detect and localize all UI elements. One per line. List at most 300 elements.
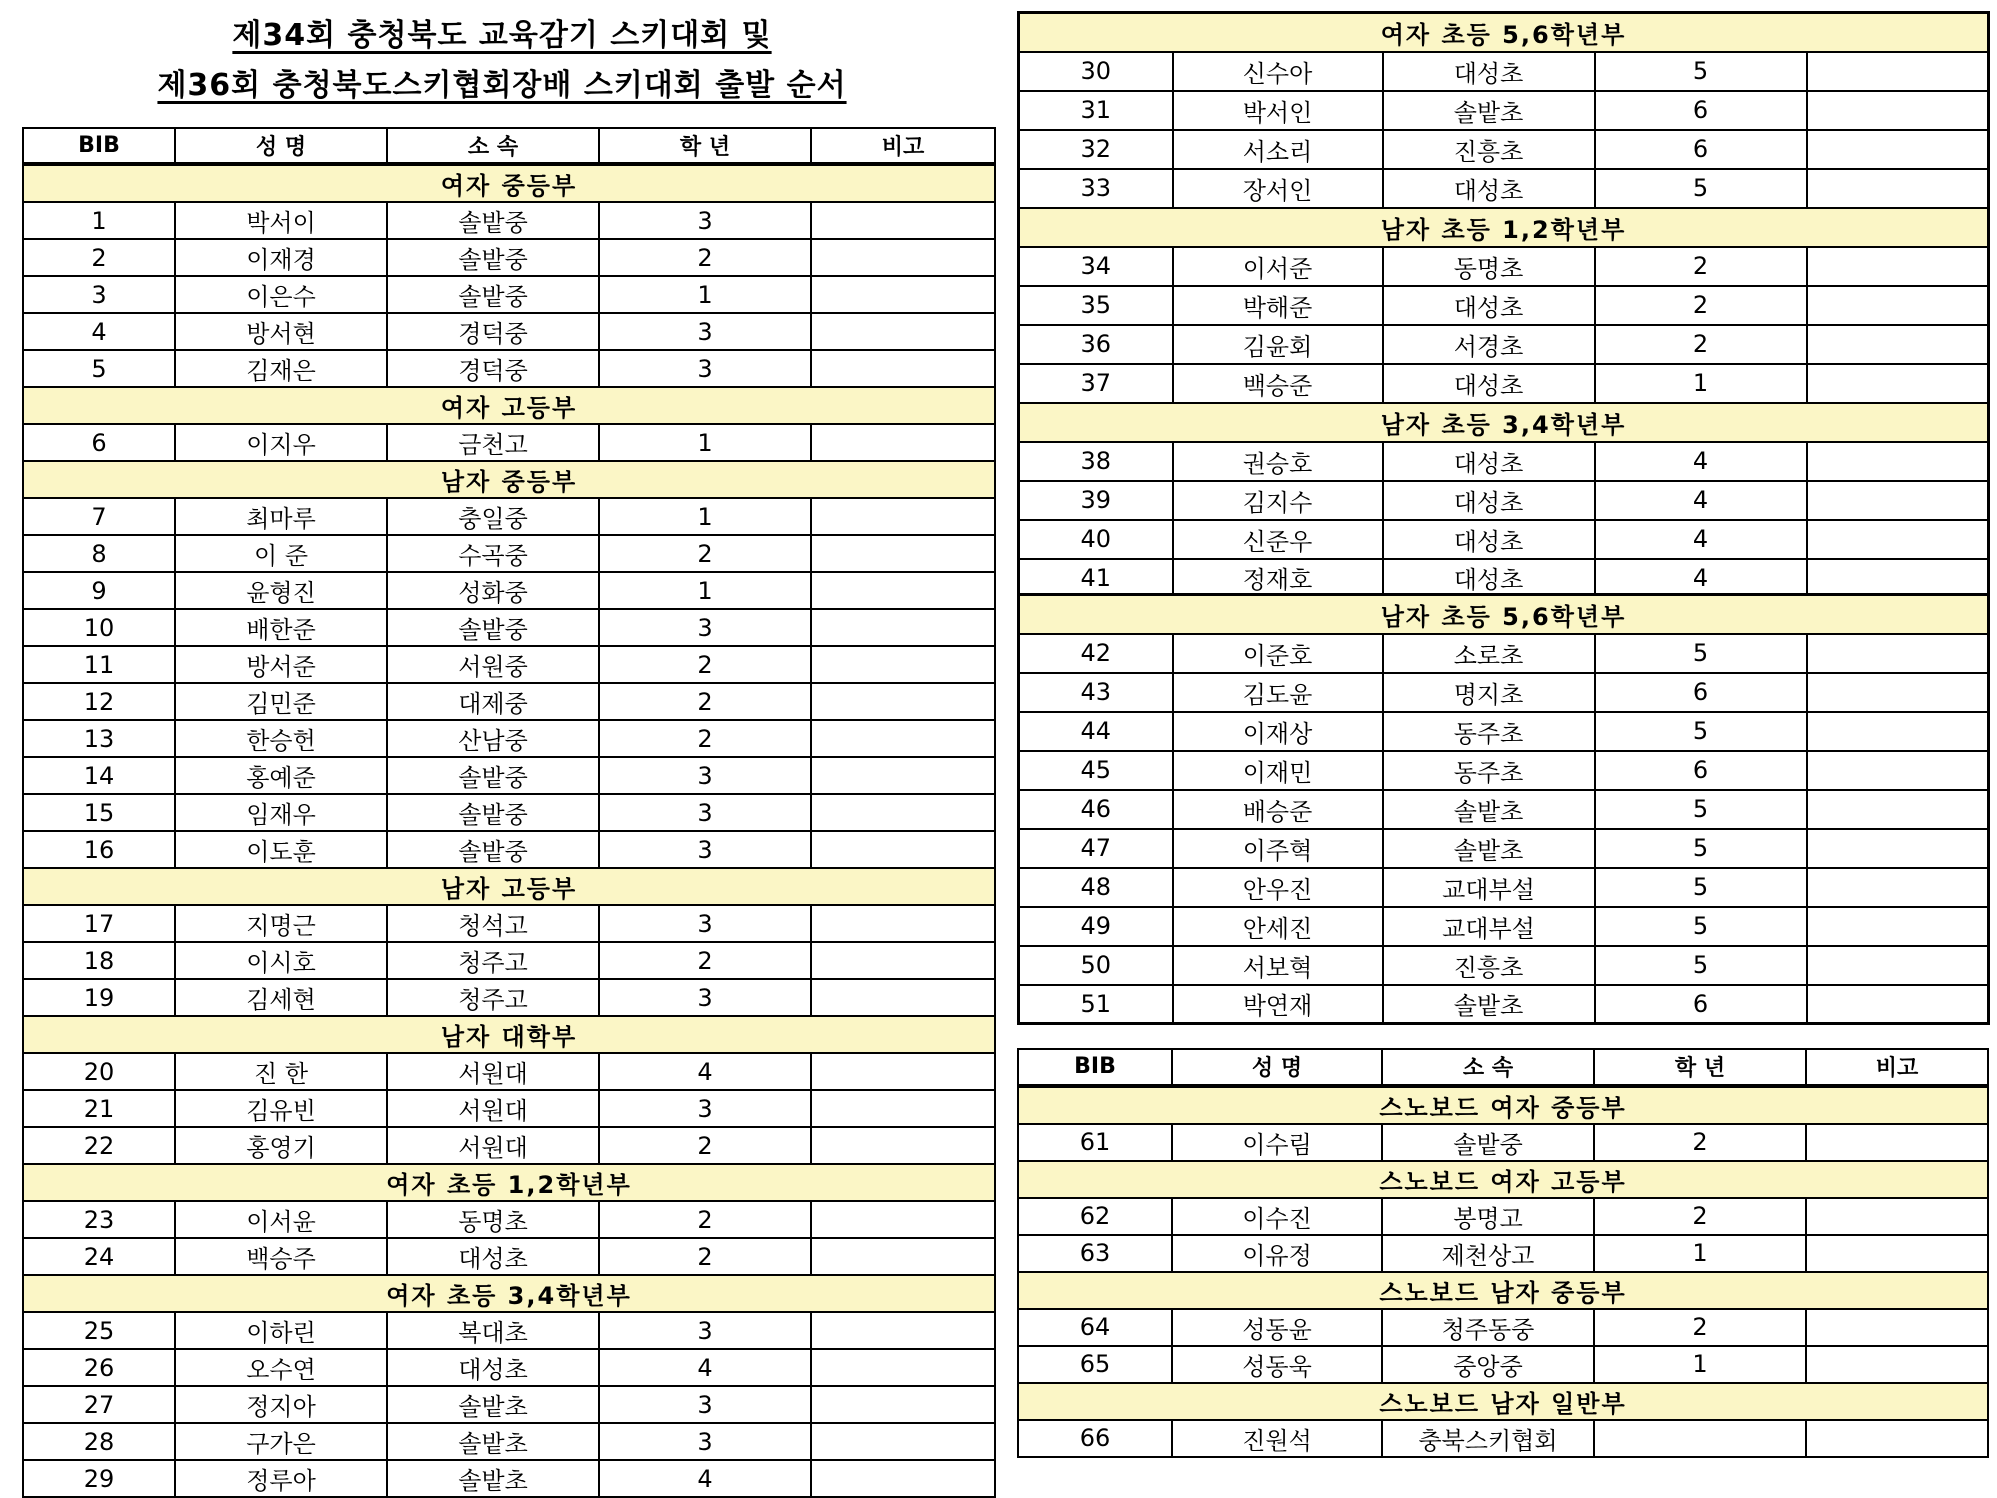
team-cell: 솔밭초 <box>1383 829 1595 868</box>
grade-cell: 2 <box>599 646 811 683</box>
table-row <box>23 1053 995 1090</box>
team-cell: 성화중 <box>387 572 599 609</box>
name-cell: 정지아 <box>175 1386 387 1423</box>
team-cell: 솔밭중 <box>387 202 599 239</box>
table-row <box>23 202 995 239</box>
name-cell: 이주혁 <box>1173 829 1383 868</box>
team-cell: 서원중 <box>387 646 599 683</box>
start-order-table-right-middle <box>1017 593 1990 1025</box>
table-row <box>23 942 995 979</box>
bib-cell: 32 <box>1019 130 1173 169</box>
bib-cell: 3 <box>23 276 175 313</box>
name-cell: 이준호 <box>1173 634 1383 673</box>
table-row <box>1019 634 1989 673</box>
grade-cell: 2 <box>1595 247 1807 286</box>
grade-cell: 3 <box>599 313 811 350</box>
note-cell <box>1807 712 1989 751</box>
team-cell: 솔밭초 <box>1383 91 1595 130</box>
table-row <box>1019 91 1989 130</box>
team-cell: 대성초 <box>387 1238 599 1275</box>
note-cell <box>811 979 995 1016</box>
start-order-table-left <box>22 127 996 1498</box>
grade-cell: 2 <box>1594 1198 1806 1235</box>
name-cell: 백승준 <box>1173 364 1383 403</box>
note-cell <box>1806 1235 1988 1272</box>
name-cell: 신수아 <box>1173 52 1383 91</box>
team-cell: 솔밭중 <box>387 239 599 276</box>
bib-cell: 5 <box>23 350 175 387</box>
name-cell: 임재우 <box>175 794 387 831</box>
team-cell: 솔밭중 <box>387 276 599 313</box>
note-cell <box>1807 907 1989 946</box>
table-row <box>23 609 995 646</box>
team-cell: 진흥초 <box>1383 946 1595 985</box>
team-cell: 수곡중 <box>387 535 599 572</box>
name-cell: 이재경 <box>175 239 387 276</box>
note-cell <box>811 609 995 646</box>
name-cell: 홍예준 <box>175 757 387 794</box>
team-cell: 교대부설 <box>1383 868 1595 907</box>
bib-cell: 7 <box>23 498 175 535</box>
note-cell <box>1807 286 1989 325</box>
name-cell: 신준우 <box>1173 520 1383 559</box>
name-cell: 박연재 <box>1173 985 1383 1024</box>
grade-cell: 3 <box>599 1386 811 1423</box>
note-cell <box>1807 790 1989 829</box>
division-header-row <box>23 461 995 498</box>
division-header-row <box>1018 1383 1988 1420</box>
table-row <box>1019 673 1989 712</box>
team-cell: 솔밭중 <box>1382 1124 1594 1161</box>
team-cell: 솔밭중 <box>387 609 599 646</box>
note-cell <box>811 683 995 720</box>
bib-cell: 47 <box>1019 829 1173 868</box>
team-cell: 대성초 <box>1383 520 1595 559</box>
division-header-row <box>1018 1086 1988 1124</box>
note-cell <box>1806 1124 1988 1161</box>
division-label: 스노보드 남자 일반부 <box>1018 1383 1988 1420</box>
grade-cell: 4 <box>1595 481 1807 520</box>
column-header: 학 년 <box>599 128 811 164</box>
team-cell: 대성초 <box>1383 286 1595 325</box>
grade-cell: 2 <box>599 1201 811 1238</box>
name-cell: 이유정 <box>1172 1235 1382 1272</box>
bib-cell: 13 <box>23 720 175 757</box>
grade-cell: 5 <box>1595 790 1807 829</box>
table-row <box>23 720 995 757</box>
grade-cell: 2 <box>599 535 811 572</box>
team-cell: 동주초 <box>1383 712 1595 751</box>
bib-cell: 15 <box>23 794 175 831</box>
grade-cell: 3 <box>599 1090 811 1127</box>
table-row <box>23 646 995 683</box>
grade-cell: 2 <box>599 720 811 757</box>
column-header: BIB <box>1018 1049 1172 1086</box>
note-cell <box>1807 634 1989 673</box>
column-header: BIB <box>23 128 175 164</box>
grade-cell: 2 <box>599 1127 811 1164</box>
grade-cell: 4 <box>599 1053 811 1090</box>
division-label: 여자 고등부 <box>23 387 995 424</box>
column-header: 성 명 <box>175 128 387 164</box>
name-cell: 정루아 <box>175 1460 387 1497</box>
table-row <box>1019 946 1989 985</box>
table-row <box>1018 1124 1988 1161</box>
bib-cell: 10 <box>23 609 175 646</box>
table-row <box>1019 169 1989 208</box>
table-row <box>1019 907 1989 946</box>
team-cell: 솔밭초 <box>387 1423 599 1460</box>
note-cell <box>1807 868 1989 907</box>
column-header: 성 명 <box>1172 1049 1382 1086</box>
team-cell: 금천고 <box>387 424 599 461</box>
grade-cell: 5 <box>1595 52 1807 91</box>
team-cell: 대성초 <box>1383 481 1595 520</box>
name-cell: 이수진 <box>1172 1198 1382 1235</box>
name-cell: 오수연 <box>175 1349 387 1386</box>
name-cell: 박서인 <box>1173 91 1383 130</box>
name-cell: 구가은 <box>175 1423 387 1460</box>
grade-cell: 2 <box>1595 286 1807 325</box>
name-cell: 김재은 <box>175 350 387 387</box>
name-cell: 배승준 <box>1173 790 1383 829</box>
table-row <box>23 1312 995 1349</box>
name-cell: 한승헌 <box>175 720 387 757</box>
bib-cell: 43 <box>1019 673 1173 712</box>
table-row <box>23 683 995 720</box>
bib-cell: 37 <box>1019 364 1173 403</box>
grade-cell: 6 <box>1595 751 1807 790</box>
note-cell <box>811 1127 995 1164</box>
division-label: 남자 초등 3,4학년부 <box>1019 403 1989 442</box>
grade-cell: 3 <box>599 979 811 1016</box>
table-row <box>1019 712 1989 751</box>
name-cell: 김도윤 <box>1173 673 1383 712</box>
name-cell: 이재상 <box>1173 712 1383 751</box>
note-cell <box>811 202 995 239</box>
table-row <box>23 498 995 535</box>
note-cell <box>811 1386 995 1423</box>
team-cell: 경덕중 <box>387 350 599 387</box>
note-cell <box>1807 829 1989 868</box>
team-cell: 진흥초 <box>1383 130 1595 169</box>
name-cell: 권승호 <box>1173 442 1383 481</box>
name-cell: 김유빈 <box>175 1090 387 1127</box>
division-label: 여자 초등 1,2학년부 <box>23 1164 995 1201</box>
note-cell <box>1807 442 1989 481</box>
team-cell: 대성초 <box>1383 169 1595 208</box>
table-row <box>1019 364 1989 403</box>
name-cell: 이하린 <box>175 1312 387 1349</box>
bib-cell: 19 <box>23 979 175 1016</box>
bib-cell: 63 <box>1018 1235 1172 1272</box>
grade-cell: 6 <box>1595 673 1807 712</box>
table-row <box>23 350 995 387</box>
table-row <box>23 572 995 609</box>
team-cell: 대성초 <box>1383 559 1595 598</box>
bib-cell: 20 <box>23 1053 175 1090</box>
name-cell: 이시호 <box>175 942 387 979</box>
bib-cell: 9 <box>23 572 175 609</box>
note-cell <box>811 350 995 387</box>
grade-cell: 4 <box>1595 559 1807 598</box>
note-cell <box>811 794 995 831</box>
name-cell: 윤형진 <box>175 572 387 609</box>
note-cell <box>1807 91 1989 130</box>
bib-cell: 45 <box>1019 751 1173 790</box>
team-cell: 복대초 <box>387 1312 599 1349</box>
bib-cell: 61 <box>1018 1124 1172 1161</box>
bib-cell: 38 <box>1019 442 1173 481</box>
grade-cell: 2 <box>599 683 811 720</box>
name-cell: 이은수 <box>175 276 387 313</box>
note-cell <box>1806 1198 1988 1235</box>
table-row <box>23 535 995 572</box>
grade-cell: 1 <box>1595 364 1807 403</box>
name-cell: 배한준 <box>175 609 387 646</box>
grade-cell: 4 <box>599 1460 811 1497</box>
table-row <box>23 1201 995 1238</box>
table-row <box>23 979 995 1016</box>
note-cell <box>811 1238 995 1275</box>
team-cell: 대성초 <box>1383 364 1595 403</box>
division-header-row <box>1019 13 1989 52</box>
column-header: 학 년 <box>1594 1049 1806 1086</box>
bib-cell: 21 <box>23 1090 175 1127</box>
grade-cell: 2 <box>1595 325 1807 364</box>
table-row <box>23 794 995 831</box>
bib-cell: 24 <box>23 1238 175 1275</box>
team-cell: 충북스키협회 <box>1382 1420 1594 1457</box>
column-header: 비고 <box>1806 1049 1988 1086</box>
division-header-row <box>23 164 995 202</box>
grade-cell: 3 <box>599 794 811 831</box>
note-cell <box>811 720 995 757</box>
note-cell <box>811 1460 995 1497</box>
table-header-row <box>23 128 995 164</box>
note-cell <box>1807 247 1989 286</box>
note-cell <box>811 1201 995 1238</box>
name-cell: 이재민 <box>1173 751 1383 790</box>
bib-cell: 12 <box>23 683 175 720</box>
table-row <box>23 313 995 350</box>
note-cell <box>811 905 995 942</box>
bib-cell: 18 <box>23 942 175 979</box>
table-row <box>1019 481 1989 520</box>
note-cell <box>1807 673 1989 712</box>
team-cell: 동주초 <box>1383 751 1595 790</box>
table-row <box>23 831 995 868</box>
bib-cell: 65 <box>1018 1346 1172 1383</box>
grade-cell: 4 <box>599 1349 811 1386</box>
division-label: 남자 중등부 <box>23 461 995 498</box>
bib-cell: 49 <box>1019 907 1173 946</box>
name-cell: 백승주 <box>175 1238 387 1275</box>
table-row <box>23 1423 995 1460</box>
table-row <box>23 1460 995 1497</box>
team-cell: 솔밭중 <box>387 831 599 868</box>
bib-cell: 34 <box>1019 247 1173 286</box>
bib-cell: 28 <box>23 1423 175 1460</box>
table-row <box>1018 1346 1988 1383</box>
bib-cell: 44 <box>1019 712 1173 751</box>
name-cell: 성동욱 <box>1172 1346 1382 1383</box>
bib-cell: 33 <box>1019 169 1173 208</box>
note-cell <box>1807 946 1989 985</box>
grade-cell: 5 <box>1595 712 1807 751</box>
note-cell <box>1807 364 1989 403</box>
table-header-row <box>1018 1049 1988 1086</box>
note-cell <box>1807 559 1989 598</box>
table-row <box>1019 751 1989 790</box>
note-cell <box>811 942 995 979</box>
grade-cell: 6 <box>1595 985 1807 1024</box>
name-cell: 방서준 <box>175 646 387 683</box>
grade-cell: 2 <box>599 239 811 276</box>
team-cell: 중앙중 <box>1382 1346 1594 1383</box>
grade-cell: 3 <box>599 609 811 646</box>
name-cell: 지명근 <box>175 905 387 942</box>
name-cell: 이지우 <box>175 424 387 461</box>
name-cell: 홍영기 <box>175 1127 387 1164</box>
bib-cell: 36 <box>1019 325 1173 364</box>
grade-cell: 5 <box>1595 946 1807 985</box>
grade-cell: 3 <box>599 905 811 942</box>
bib-cell: 26 <box>23 1349 175 1386</box>
team-cell: 동명초 <box>387 1201 599 1238</box>
name-cell: 김세현 <box>175 979 387 1016</box>
note-cell <box>811 535 995 572</box>
bib-cell: 51 <box>1019 985 1173 1024</box>
grade-cell: 5 <box>1595 829 1807 868</box>
team-cell: 산남중 <box>387 720 599 757</box>
table-row <box>1018 1309 1988 1346</box>
table-row <box>23 1090 995 1127</box>
bib-cell: 30 <box>1019 52 1173 91</box>
team-cell: 대성초 <box>1383 442 1595 481</box>
table-row <box>1019 829 1989 868</box>
division-label: 스노보드 여자 중등부 <box>1018 1086 1988 1124</box>
name-cell: 서보혁 <box>1173 946 1383 985</box>
note-cell <box>811 757 995 794</box>
team-cell: 솔밭초 <box>1383 985 1595 1024</box>
team-cell: 동명초 <box>1383 247 1595 286</box>
grade-cell: 3 <box>599 1312 811 1349</box>
team-cell: 대성초 <box>387 1349 599 1386</box>
table-row <box>1019 559 1989 598</box>
note-cell <box>811 646 995 683</box>
division-label: 남자 초등 5,6학년부 <box>1019 595 1989 634</box>
note-cell <box>811 1423 995 1460</box>
division-header-row <box>1019 403 1989 442</box>
bib-cell: 16 <box>23 831 175 868</box>
table-row <box>1018 1198 1988 1235</box>
division-header-row <box>1018 1272 1988 1309</box>
note-cell <box>1807 751 1989 790</box>
table-row <box>23 1238 995 1275</box>
bib-cell: 8 <box>23 535 175 572</box>
grade-cell: 2 <box>599 942 811 979</box>
division-label: 여자 중등부 <box>23 164 995 202</box>
note-cell <box>1807 985 1989 1024</box>
grade-cell: 1 <box>599 424 811 461</box>
start-order-table-right-bottom <box>1017 1048 1989 1458</box>
name-cell: 정재호 <box>1173 559 1383 598</box>
bib-cell: 29 <box>23 1460 175 1497</box>
grade-cell: 2 <box>1594 1309 1806 1346</box>
table-row <box>1019 52 1989 91</box>
start-order-table-right-top <box>1017 11 1990 599</box>
bib-cell: 31 <box>1019 91 1173 130</box>
team-cell: 서원대 <box>387 1127 599 1164</box>
table-row <box>1019 286 1989 325</box>
team-cell: 소로초 <box>1383 634 1595 673</box>
grade-cell: 4 <box>1595 520 1807 559</box>
column-header: 소 속 <box>1382 1049 1594 1086</box>
bib-cell: 50 <box>1019 946 1173 985</box>
bib-cell: 1 <box>23 202 175 239</box>
table-row <box>23 1127 995 1164</box>
table-row <box>1019 130 1989 169</box>
bib-cell: 66 <box>1018 1420 1172 1457</box>
page-title-line-2: 제36회 충청북도스키협회장배 스키대회 출발 순서 <box>157 68 847 103</box>
name-cell: 진 한 <box>175 1053 387 1090</box>
bib-cell: 42 <box>1019 634 1173 673</box>
table-row <box>23 239 995 276</box>
note-cell <box>811 572 995 609</box>
table-row <box>23 757 995 794</box>
note-cell <box>811 1053 995 1090</box>
note-cell <box>811 831 995 868</box>
table-row <box>1019 325 1989 364</box>
team-cell: 청석고 <box>387 905 599 942</box>
bib-cell: 64 <box>1018 1309 1172 1346</box>
grade-cell: 1 <box>599 498 811 535</box>
grade-cell: 1 <box>1594 1346 1806 1383</box>
name-cell: 이 준 <box>175 535 387 572</box>
division-label: 여자 초등 5,6학년부 <box>1019 13 1989 52</box>
team-cell: 청주동중 <box>1382 1309 1594 1346</box>
name-cell: 박해준 <box>1173 286 1383 325</box>
bib-cell: 14 <box>23 757 175 794</box>
grade-cell: 3 <box>599 1423 811 1460</box>
table-row <box>1019 520 1989 559</box>
grade-cell: 6 <box>1595 130 1807 169</box>
bib-cell: 23 <box>23 1201 175 1238</box>
division-header-row <box>23 1275 995 1312</box>
name-cell: 이도훈 <box>175 831 387 868</box>
team-cell: 대제중 <box>387 683 599 720</box>
table-row <box>1018 1235 1988 1272</box>
grade-cell: 4 <box>1595 442 1807 481</box>
team-cell: 명지초 <box>1383 673 1595 712</box>
bib-cell: 6 <box>23 424 175 461</box>
bib-cell: 27 <box>23 1386 175 1423</box>
note-cell <box>1807 169 1989 208</box>
note-cell <box>1806 1309 1988 1346</box>
team-cell: 충일중 <box>387 498 599 535</box>
note-cell <box>1807 481 1989 520</box>
name-cell: 김민준 <box>175 683 387 720</box>
grade-cell: 3 <box>599 831 811 868</box>
bib-cell: 48 <box>1019 868 1173 907</box>
grade-cell: 1 <box>599 276 811 313</box>
name-cell: 진원석 <box>1172 1420 1382 1457</box>
division-header-row <box>1019 208 1989 247</box>
bib-cell: 22 <box>23 1127 175 1164</box>
team-cell: 솔밭중 <box>387 794 599 831</box>
team-cell: 솔밭초 <box>1383 790 1595 829</box>
